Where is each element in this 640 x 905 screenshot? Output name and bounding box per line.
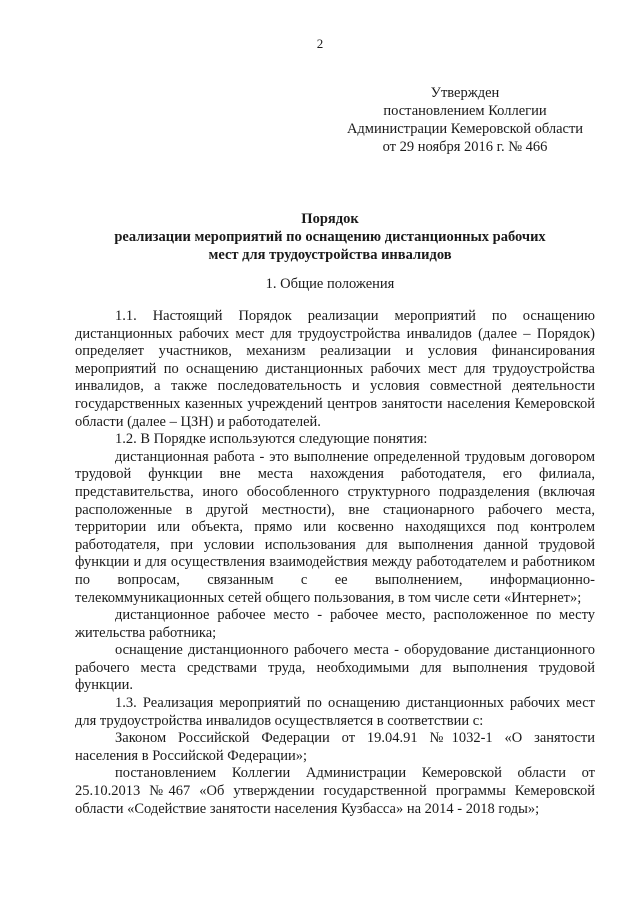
approval-line: Утвержден — [430, 85, 500, 101]
paragraph: дистанционная работа - это выполнение определенной трудовым договором трудовой функции вне места нахождения работодателя, его филиала, представительства, иного обособленного структурного подразделения (включая расположенные в другой местности), вне стационарного рабочего места, территории или объекта, прямо или косвенно находящихся под контролем работодателя, при условии использования для выполнения данной трудовой функции и для осуществления взаимодействия между работодателем и работником по вопросам, связанным с ее выполнением, информационно-телекоммуникационных сетей общего пользования, в том числе сети «Интернет»; — [75, 448, 595, 606]
paragraph: постановлением Коллегии Администрации Кемеровской области от 25.10.2013 №467 «Об утверждении государственной программы Кемеровской области «Содействие занятости населения Кузбасса» на 2014 - 2018 годы»; — [75, 765, 595, 817]
paragraph: 1.1. Настоящий Порядок реализации мероприятий по оснащению дистанционных рабочих мест для трудоустройства инвалидов (далее – Порядок) определяет участников, механизм реализации и условия финансирования мероприятий по оснащению дистанционных рабочих мест для трудоустройства инвалидов, а также последовательность и условия совместной деятельности государственных казенных учреждений центров занятости населения Кемеровской области (далее – ЦЗН) и работодателей. — [75, 308, 595, 430]
approval-block — [330, 84, 600, 156]
paragraph: 1.3. Реализация мероприятий по оснащению дистанционных рабочих мест для трудоустройства инвалидов осуществляется в соответствии с: — [75, 695, 595, 729]
document-body — [75, 308, 595, 818]
page-number: 2 — [316, 36, 324, 51]
title-line: Порядок — [301, 211, 359, 227]
title-line: реализации мероприятий по оснащению дистанционных рабочих — [114, 229, 546, 245]
paragraph: Законом Российской Федерации от 19.04.91 №1032-1 «О занятости населения в Российской Федерации»; — [75, 730, 595, 764]
approval-line: Администрации Кемеровской области — [346, 121, 584, 137]
paragraph: 1.2. В Порядке используются следующие понятия: — [115, 431, 428, 448]
approval-line: от 29 ноября 2016 г. № 466 — [382, 139, 548, 155]
paragraph: дистанционное рабочее место - рабочее место, расположенное по месту жительства работника; — [75, 607, 595, 641]
paragraph: оснащение дистанционного рабочего места - оборудование дистанционного рабочего места средствами труда, необходимыми для выполнения трудовой функции. — [75, 642, 595, 694]
title-line: мест для трудоустройства инвалидов — [208, 247, 452, 263]
document-title — [60, 210, 600, 264]
section-heading: 1. Общие положения — [265, 276, 395, 292]
approval-line: постановлением Коллегии — [383, 103, 547, 119]
